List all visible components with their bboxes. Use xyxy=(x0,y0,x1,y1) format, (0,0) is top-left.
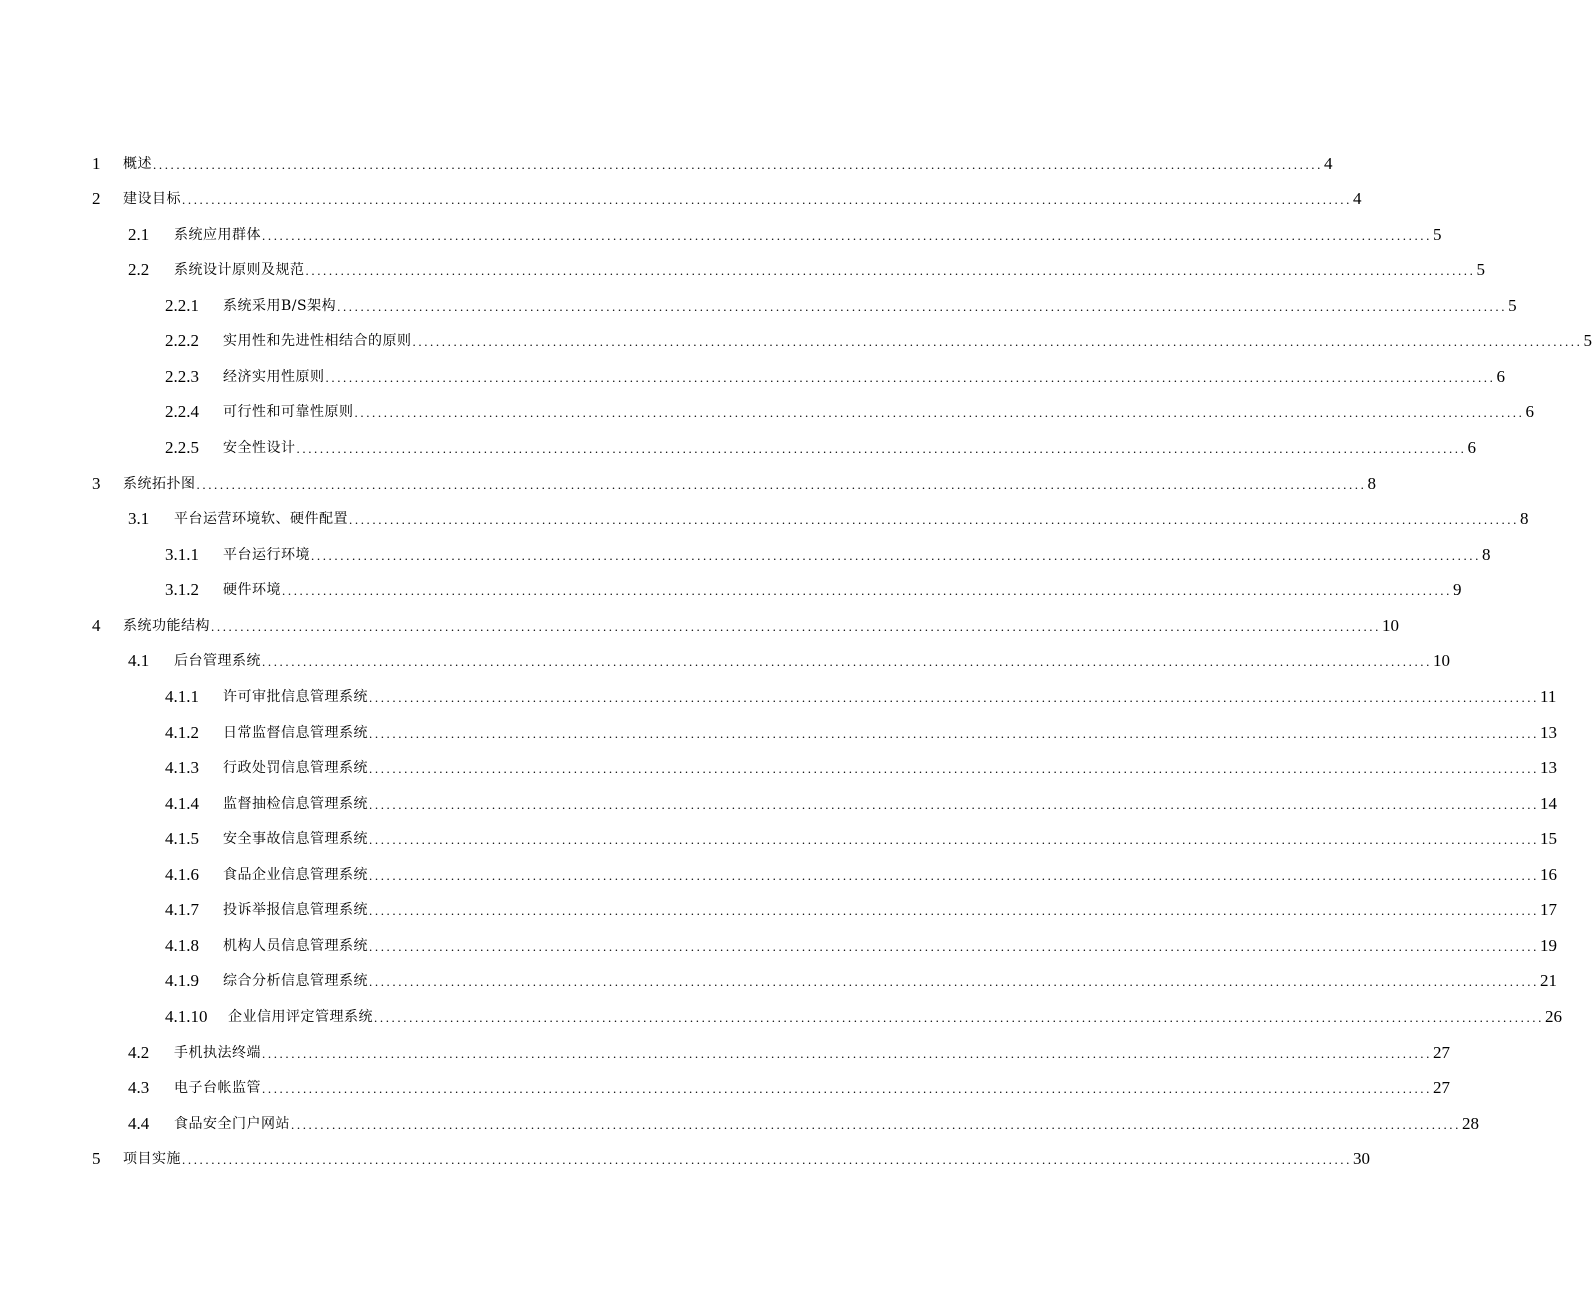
toc-entry-page: 10 xyxy=(1433,651,1450,670)
toc-entry-page: 11 xyxy=(1540,687,1557,706)
toc-entry-title: 电子台帐监管 xyxy=(174,1080,261,1096)
toc-entry-number: 4.1.7 xyxy=(165,900,199,919)
toc-leader-dots: ........................................................................................................................................................................................................ xyxy=(369,726,1539,741)
toc-entry-number: 4.1.10 xyxy=(165,1007,208,1026)
toc-entry-title: 项目实施 xyxy=(123,1151,181,1167)
toc-entry-number: 1 xyxy=(92,154,101,173)
toc-leader-dots: ........................................................................................................................................................................................................ xyxy=(369,797,1539,812)
toc-entry[interactable] xyxy=(165,294,1517,318)
toc-leader-dots: ........................................................................................................................................................................................................ xyxy=(262,1081,1432,1096)
toc-entry-page: 27 xyxy=(1433,1078,1450,1097)
toc-entry-title: 经济实用性原则 xyxy=(223,369,325,385)
toc-entry[interactable] xyxy=(92,187,1362,211)
toc-leader-dots: ........................................................................................................................................................................................................ xyxy=(369,974,1539,989)
toc-entry-number: 2.1 xyxy=(128,225,150,244)
toc-entry-page: 10 xyxy=(1382,616,1399,635)
toc-entry-title: 安全事故信息管理系统 xyxy=(223,831,368,847)
toc-entry-title: 建设目标 xyxy=(123,191,181,207)
toc-entry-number: 2.2.2 xyxy=(165,331,199,350)
toc-leader-dots: ........................................................................................................................................................................................................ xyxy=(153,157,1323,172)
toc-entry-number: 2.2.4 xyxy=(165,402,199,421)
toc-entry[interactable] xyxy=(92,472,1376,496)
toc-leader-dots: ........................................................................................................................................................................................................ xyxy=(369,868,1539,883)
toc-entry-page: 13 xyxy=(1540,723,1557,742)
toc-entry-number: 4.2 xyxy=(128,1043,150,1062)
toc-entry-title: 食品企业信息管理系统 xyxy=(223,867,368,883)
toc-entry-number: 2.2.1 xyxy=(165,296,199,315)
toc-entry-page: 5 xyxy=(1433,225,1442,244)
toc-entry[interactable] xyxy=(128,507,1529,531)
toc-entry-number: 2 xyxy=(92,189,101,208)
toc-entry-page: 19 xyxy=(1540,936,1557,955)
toc-entry[interactable] xyxy=(165,863,1557,887)
toc-entry-number: 4.3 xyxy=(128,1078,150,1097)
toc-entry-title: 系统拓扑图 xyxy=(123,476,196,492)
toc-entry[interactable] xyxy=(165,436,1476,460)
toc-leader-dots: ........................................................................................................................................................................................................ xyxy=(349,512,1519,527)
toc-entry[interactable] xyxy=(165,578,1462,602)
toc-entry-page: 26 xyxy=(1545,1007,1562,1026)
toc-leader-dots: ........................................................................................................................................................................................................ xyxy=(262,654,1432,669)
toc-entry-title: 许可审批信息管理系统 xyxy=(223,689,368,705)
toc-entry-title: 食品安全门户网站 xyxy=(174,1116,290,1132)
toc-entry-number: 3.1.2 xyxy=(165,580,199,599)
toc-entry-title: 系统功能结构 xyxy=(123,618,210,634)
toc-entry-page: 8 xyxy=(1520,509,1529,528)
toc-entry-page: 15 xyxy=(1540,829,1557,848)
toc-leader-dots: ........................................................................................................................................................................................................ xyxy=(374,1010,1544,1025)
toc-entry-page: 14 xyxy=(1540,794,1557,813)
toc-entry-number: 3.1 xyxy=(128,509,150,528)
toc-entry-page: 17 xyxy=(1540,900,1557,919)
toc-entry-number: 4.4 xyxy=(128,1114,150,1133)
toc-entry[interactable] xyxy=(165,934,1557,958)
toc-entry-page: 8 xyxy=(1482,545,1491,564)
toc-leader-dots: ........................................................................................................................................................................................................ xyxy=(369,939,1539,954)
toc-leader-dots: ........................................................................................................................................................................................................ xyxy=(196,477,1367,492)
toc-entry-title: 硬件环境 xyxy=(223,582,281,598)
toc-entry-page: 8 xyxy=(1367,474,1376,493)
toc-entry-title: 后台管理系统 xyxy=(174,653,261,669)
toc-entry[interactable] xyxy=(165,365,1505,389)
toc-entry-title: 企业信用评定管理系统 xyxy=(228,1009,373,1025)
toc-entry-page: 9 xyxy=(1453,580,1462,599)
toc-entry-title: 系统设计原则及规范 xyxy=(174,262,305,278)
toc-leader-dots: ........................................................................................................................................................................................................ xyxy=(282,583,1452,598)
toc-entry[interactable] xyxy=(165,898,1557,922)
toc-entry[interactable] xyxy=(92,152,1333,176)
toc-entry-page: 21 xyxy=(1540,971,1557,990)
toc-entry-number: 4.1.1 xyxy=(165,687,199,706)
toc-entry[interactable] xyxy=(128,1076,1450,1100)
toc-entry-title: 概述 xyxy=(123,156,152,172)
toc-leader-dots: ........................................................................................................................................................................................................ xyxy=(369,832,1539,847)
toc-entry[interactable] xyxy=(128,1112,1479,1136)
toc-leader-dots: ........................................................................................................................................................................................................ xyxy=(291,1117,1461,1132)
toc-entry[interactable] xyxy=(165,721,1557,745)
toc-entry-number: 4.1.9 xyxy=(165,971,199,990)
toc-entry-title: 安全性设计 xyxy=(223,440,296,456)
toc-entry-page: 4 xyxy=(1324,154,1333,173)
toc-entry-page: 5 xyxy=(1476,260,1485,279)
toc-leader-dots: ........................................................................................................................................................................................................ xyxy=(305,263,1476,278)
toc-leader-dots: ........................................................................................................................................................................................................ xyxy=(262,1046,1432,1061)
toc-entry-page: 5 xyxy=(1583,331,1592,350)
toc-entry-page: 30 xyxy=(1353,1149,1370,1168)
toc-entry-number: 4.1.3 xyxy=(165,758,199,777)
toc-entry-title: 平台运营环境软、硬件配置 xyxy=(174,511,348,527)
toc-entry-number: 4.1.4 xyxy=(165,794,199,813)
toc-entry-page: 16 xyxy=(1540,865,1557,884)
toc-entry[interactable] xyxy=(165,329,1592,353)
toc-entry[interactable] xyxy=(165,1005,1562,1029)
toc-leader-dots: ........................................................................................................................................................................................................ xyxy=(369,690,1539,705)
toc-entry-title: 平台运行环境 xyxy=(223,547,310,563)
toc-entry-title: 系统应用群体 xyxy=(174,227,261,243)
toc-leader-dots: ........................................................................................................................................................................................................ xyxy=(211,619,1381,634)
toc-leader-dots: ........................................................................................................................................................................................................ xyxy=(369,903,1539,918)
toc-entry-number: 4.1.2 xyxy=(165,723,199,742)
toc-entry-page: 13 xyxy=(1540,758,1557,777)
toc-entry-title: 可行性和可靠性原则 xyxy=(223,404,354,420)
toc-entry-number: 3 xyxy=(92,474,101,493)
toc-entry-title: 行政处罚信息管理系统 xyxy=(223,760,368,776)
toc-entry-number: 4.1.5 xyxy=(165,829,199,848)
toc-entry-page: 6 xyxy=(1496,367,1505,386)
toc-entry-title: 手机执法终端 xyxy=(174,1045,261,1061)
toc-entry-page: 6 xyxy=(1525,402,1534,421)
toc-entry[interactable] xyxy=(92,614,1399,638)
toc-entry-number: 2.2.5 xyxy=(165,438,199,457)
toc-entry-number: 2.2.3 xyxy=(165,367,199,386)
toc-entry-page: 6 xyxy=(1467,438,1476,457)
toc-leader-dots: ........................................................................................................................................................................................................ xyxy=(182,192,1352,207)
toc-entry-title: 日常监督信息管理系统 xyxy=(223,725,368,741)
toc-entry-title: 监督抽检信息管理系统 xyxy=(223,796,368,812)
toc-entry[interactable] xyxy=(92,1147,1370,1171)
toc-entry[interactable] xyxy=(128,649,1450,673)
toc-entry[interactable] xyxy=(128,258,1485,282)
toc-entry-page: 5 xyxy=(1508,296,1517,315)
toc-entry-title: 系统采用B/S架构 xyxy=(223,298,337,314)
toc-entry-page: 28 xyxy=(1462,1114,1479,1133)
toc-entry-number: 3.1.1 xyxy=(165,545,199,564)
toc-entry[interactable] xyxy=(165,827,1557,851)
toc-entry-title: 实用性和先进性相结合的原则 xyxy=(223,333,412,349)
toc-entry-page: 27 xyxy=(1433,1043,1450,1062)
toc-leader-dots: ........................................................................................................................................................................................................ xyxy=(369,761,1539,776)
toc-entry[interactable] xyxy=(165,969,1557,993)
toc-leader-dots: ........................................................................................................................................................................................................ xyxy=(311,548,1481,563)
toc-leader-dots: ........................................................................................................................................................................................................ xyxy=(296,441,1467,456)
toc-entry[interactable] xyxy=(165,756,1557,780)
toc-entry[interactable] xyxy=(165,792,1557,816)
toc-entry-number: 2.2 xyxy=(128,260,150,279)
toc-leader-dots: ........................................................................................................................................................................................................ xyxy=(354,405,1525,420)
toc-entry-title: 综合分析信息管理系统 xyxy=(223,973,368,989)
toc-leader-dots: ........................................................................................................................................................................................................ xyxy=(337,299,1508,314)
toc-leader-dots: ........................................................................................................................................................................................................ xyxy=(325,370,1496,385)
toc-entry-title: 机构人员信息管理系统 xyxy=(223,938,368,954)
toc-entry[interactable] xyxy=(128,223,1442,247)
toc-entry[interactable] xyxy=(165,400,1534,424)
toc-leader-dots: ........................................................................................................................................................................................................ xyxy=(182,1152,1352,1167)
toc-leader-dots: ........................................................................................................................................................................................................ xyxy=(412,334,1583,349)
toc-entry-number: 5 xyxy=(92,1149,101,1168)
toc-entry-number: 4.1 xyxy=(128,651,150,670)
toc-entry-number: 4.1.6 xyxy=(165,865,199,884)
toc-entry-page: 4 xyxy=(1353,189,1362,208)
toc-entry[interactable] xyxy=(165,685,1557,709)
toc-entry-number: 4 xyxy=(92,616,101,635)
toc-entry[interactable] xyxy=(128,1041,1450,1065)
toc-entry[interactable] xyxy=(165,543,1491,567)
toc-entry-number: 4.1.8 xyxy=(165,936,199,955)
toc-leader-dots: ........................................................................................................................................................................................................ xyxy=(262,228,1432,243)
toc-entry-title: 投诉举报信息管理系统 xyxy=(223,902,368,918)
